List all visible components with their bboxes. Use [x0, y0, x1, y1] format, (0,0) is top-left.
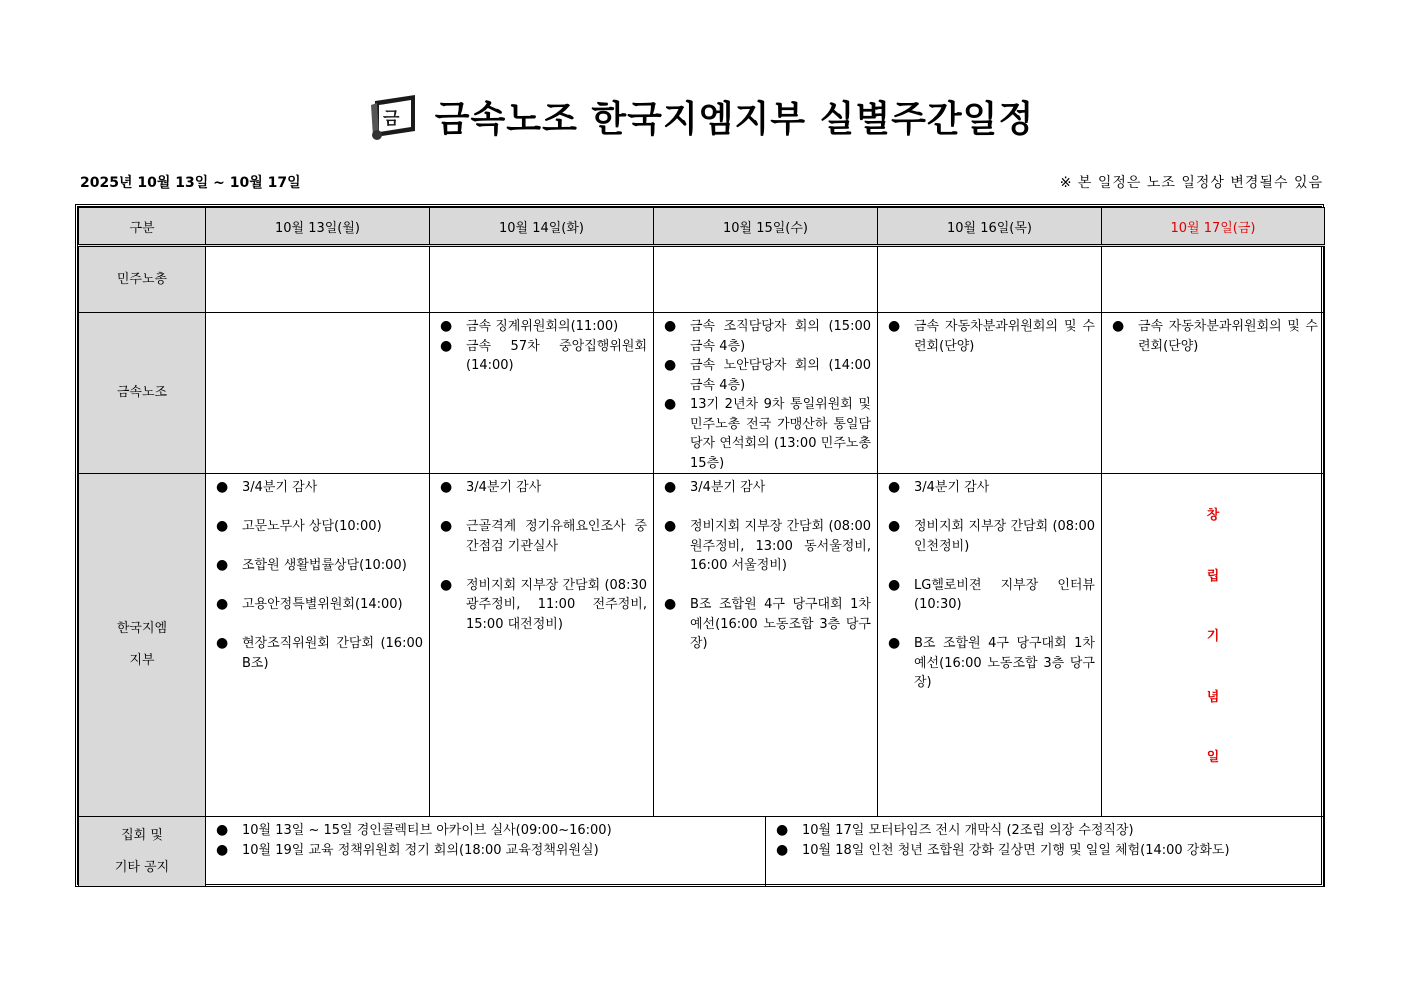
- header-day-wed: 10월 15일(수): [654, 208, 878, 246]
- list-item: ● 금속 노안담당자 회의 (14:00 금속 4층): [664, 356, 871, 395]
- list-item: ● 금속 자동차분과위원회의 및 수련회(단양): [888, 317, 1095, 356]
- list-item: ● 고용안정특별위원회(14:00): [216, 595, 423, 615]
- notice-right-list: [766, 817, 1324, 860]
- row-label-kctu: 민주노총: [79, 246, 206, 313]
- row-label-notice: [79, 817, 206, 887]
- notice-right: [766, 817, 1324, 886]
- list-item: ● 10월 17일 모터타임즈 전시 개막식 (2조립 의장 수정직장): [776, 821, 1318, 841]
- union-logo-icon: [369, 91, 421, 141]
- list-item: ● 고문노무사 상담(10:00): [216, 517, 423, 537]
- cell-kmwu-tue: [430, 313, 654, 474]
- list-item: ● 3/4분기 감사: [664, 478, 871, 498]
- list-item: ● B조 조합원 4구 당구대회 1차 예선(16:00 노동조합 3층 당구장): [888, 634, 1095, 693]
- row-label-notice-line2: 기타 공지: [114, 859, 170, 875]
- cell-kctu-fri: [1102, 246, 1325, 313]
- gm-mon-list: [206, 474, 429, 673]
- list-item: ● 3/4분기 감사: [888, 478, 1095, 498]
- list-item: ● 3/4분기 감사: [216, 478, 423, 498]
- row-gm: [79, 474, 1325, 817]
- cell-notice: [206, 817, 1325, 887]
- weekly-schedule-table: [78, 207, 1325, 887]
- cell-gm-thu: [878, 474, 1102, 817]
- list-item: ● 3/4분기 감사: [440, 478, 647, 498]
- anniversary-char: 창: [1206, 508, 1220, 523]
- cell-gm-wed: [654, 474, 878, 817]
- cell-kmwu-wed: [654, 313, 878, 474]
- header-day-fri: 10월 17일(금): [1102, 208, 1325, 246]
- row-kmwu: [79, 313, 1325, 474]
- anniversary-char: 립: [1206, 568, 1220, 584]
- kmwu-tue-list: [430, 313, 653, 376]
- cell-gm-fri-anniversary: [1102, 474, 1325, 817]
- list-item: ● 현장조직위원회 간담회 (16:00 B조): [216, 634, 423, 673]
- kmwu-wed-list: [654, 313, 877, 473]
- header-category: 구분: [79, 208, 206, 246]
- notice-left-list: [206, 817, 765, 860]
- cell-kmwu-mon: [206, 313, 430, 474]
- gm-tue-list: [430, 474, 653, 634]
- list-item: ● 금속 57차 중앙집행위원회 (14:00): [440, 337, 647, 376]
- row-label-gm-line2: 지부: [129, 653, 155, 668]
- notice-left: [206, 817, 766, 886]
- list-item: ● 13기 2년차 9차 통일위원회 및 민주노총 전국 가맹산하 통일담당자 연석회의 (13:00 민주노총 15층): [664, 395, 871, 473]
- gm-wed-list: [654, 474, 877, 654]
- page-title: 금속노조 한국지엠지부 실별주간일정: [434, 98, 1035, 140]
- row-notice: [79, 817, 1325, 887]
- cell-gm-tue: [430, 474, 654, 817]
- list-item: ● 정비지회 지부장 간담회 (08:00 인천정비): [888, 517, 1095, 556]
- cell-kmwu-fri: [1102, 313, 1325, 474]
- row-kctu: [79, 246, 1325, 313]
- gm-thu-list: [878, 474, 1101, 693]
- header-day-mon: 10월 13일(월): [206, 208, 430, 246]
- cell-gm-mon: [206, 474, 430, 817]
- schedule-period: 2025년 10월 13일 ~ 10월 17일: [80, 175, 301, 191]
- list-item: ● 금속 조직담당자 회의 (15:00 금속 4층): [664, 317, 871, 356]
- anniversary-char: 념: [1206, 689, 1220, 705]
- anniversary-char: 기: [1206, 629, 1220, 644]
- row-label-gm: [79, 474, 206, 817]
- list-item: ● 근골격계 정기유해요인조사 중간점검 기관실사: [440, 517, 647, 556]
- list-item: ● 10월 19일 교육 정책위원회 정기 회의(18:00 교육정책위원실): [216, 841, 759, 861]
- header-day-thu: 10월 16일(목): [878, 208, 1102, 246]
- kmwu-fri-list: [1102, 313, 1324, 356]
- row-label-notice-line1: 집회 및: [121, 827, 163, 843]
- header-row: [79, 208, 1325, 246]
- svg-text:금: 금: [382, 109, 400, 129]
- cell-kctu-tue: [430, 246, 654, 313]
- list-item: ● LG헬로비젼 지부장 인터뷰 (10:30): [888, 576, 1095, 615]
- anniversary-char: 일: [1206, 750, 1220, 765]
- list-item: ● 10월 13일 ~ 15일 경인콜렉티브 아카이브 실사(09:00~16:00): [216, 821, 759, 841]
- list-item: ● 금속 징계위원회의(11:00): [440, 317, 647, 337]
- row-label-gm-line1: 한국지엠: [116, 621, 168, 636]
- list-item: ● 금속 자동차분과위원회의 및 수련회(단양): [1112, 317, 1318, 356]
- cell-kmwu-thu: [878, 313, 1102, 474]
- list-item: ● 조합원 생활법률상담(10:00): [216, 556, 423, 576]
- title-area: [0, 88, 1403, 144]
- list-item: ● B조 조합원 4구 당구대회 1차 예선(16:00 노동조합 3층 당구장): [664, 595, 871, 654]
- list-item: ● 10월 18일 인천 청년 조합원 강화 길상면 기행 및 일일 체험(14:00 강화도): [776, 841, 1318, 861]
- kmwu-thu-list: [878, 313, 1101, 356]
- cell-kctu-wed: [654, 246, 878, 313]
- cell-kctu-mon: [206, 246, 430, 313]
- list-item: ● 정비지회 지부장 간담회 (08:00 원주정비, 13:00 동서울정비, 16:00 서울정비): [664, 517, 871, 576]
- change-notice: ※ 본 일정은 노조 일정상 변경될수 있음: [1059, 175, 1323, 191]
- cell-kctu-thu: [878, 246, 1102, 313]
- row-label-kmwu: 금속노조: [79, 313, 206, 474]
- list-item: ● 정비지회 지부장 간담회 (08:30 광주정비, 11:00 전주정비, 15:00 대전정비): [440, 576, 647, 635]
- header-day-tue: 10월 14일(화): [430, 208, 654, 246]
